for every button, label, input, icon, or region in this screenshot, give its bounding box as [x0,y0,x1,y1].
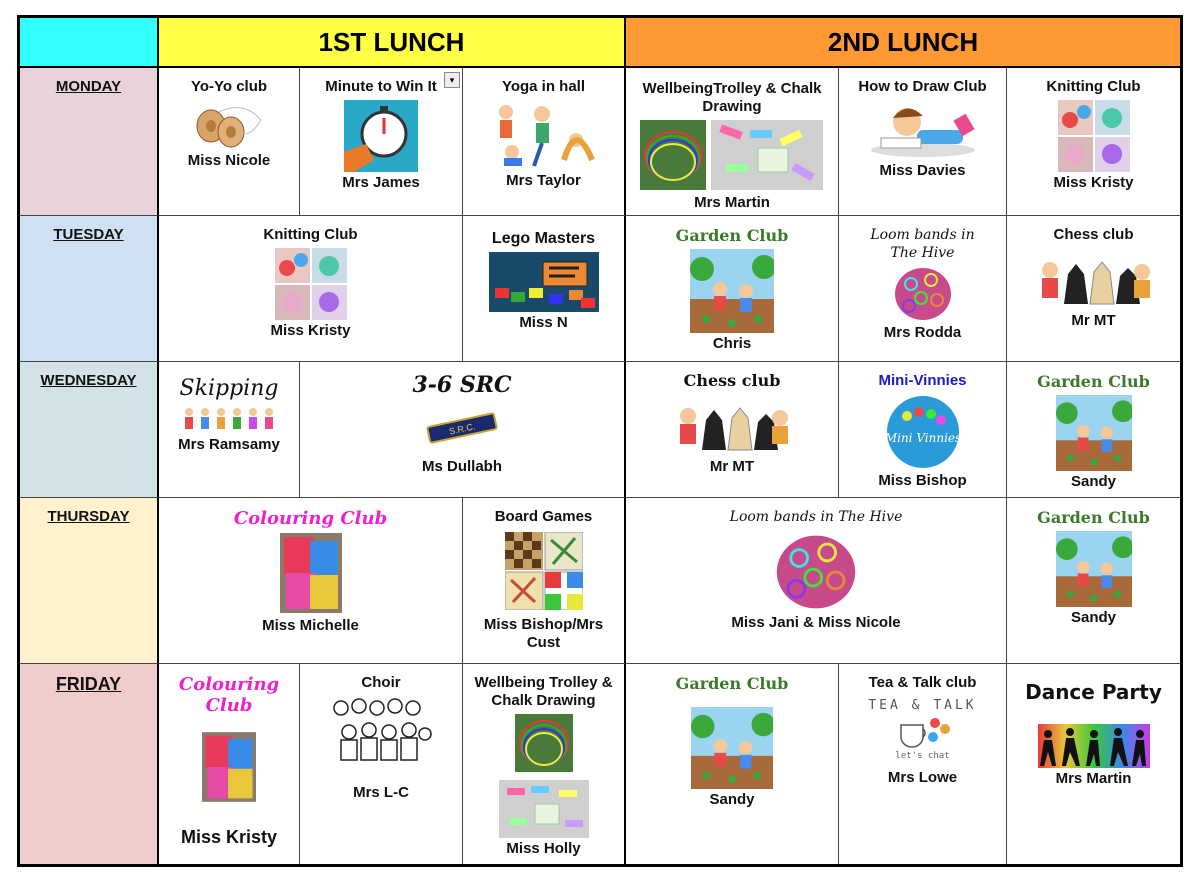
colouring-books-icon [280,533,342,613]
day-tuesday [20,216,159,362]
teacher-name: Miss Holly [506,840,581,857]
teacher-name: Miss Jani & Miss Nicole [731,614,901,631]
lunch1-header: 1ST LUNCH [159,18,626,68]
day-label: WEDNESDAY [40,372,137,389]
activity-cell[interactable] [463,498,626,664]
activity-title: Garden Club [675,674,789,693]
timetable [17,15,1183,867]
activity-cell[interactable] [626,68,839,216]
activity-cell[interactable] [1007,664,1180,864]
garden-icon [1056,531,1132,607]
day-monday [20,68,159,216]
activity-title: Colouring Club [178,674,280,716]
activity-cell[interactable] [1007,498,1180,664]
teacher-name: Miss Davies [879,162,966,179]
activity-cell[interactable] [463,216,626,362]
activity-title: Choir [361,674,401,691]
teacher-name: Mrs Taylor [506,172,581,189]
chess-kids-icon [1036,254,1152,310]
activity-cell[interactable] [1007,362,1180,498]
activity-cell[interactable] [1007,216,1180,362]
activity-title: Tea & Talk club [868,674,977,691]
teacher-name: Mrs Ramsamy [178,436,280,453]
activity-title: Lego Masters [491,230,596,247]
teacher-name: Miss Nicole [187,152,271,169]
day-label: TUESDAY [53,226,124,243]
activity-title: Garden Club [1037,508,1150,527]
activity-cell[interactable] [839,216,1007,362]
teacher-name: Mrs Martin [1055,770,1132,787]
activity-cell[interactable] [626,498,1007,664]
teacher-name: Sandy [709,791,755,808]
teacher-name: Mrs L-C [353,784,409,801]
lego-masters-icon [489,252,599,312]
activity-cell[interactable] [300,664,463,864]
activity-title: How to Draw Club [858,78,987,95]
tea-talk-logo-title: TEA & TALK [868,698,977,713]
activity-title: Board Games [494,508,593,525]
corner-cell [20,18,159,68]
day-label: THURSDAY [47,508,130,525]
garden-icon [690,249,774,333]
day-friday [20,664,159,864]
teacher-name: Miss Kristy [270,322,351,339]
garden-icon [691,707,773,789]
activity-cell[interactable] [159,68,300,216]
activity-title: Dance Party [1025,680,1162,704]
teacher-name: Miss Kristy [180,827,278,847]
skipping-kids-icon [181,406,277,434]
activity-cell[interactable] [1007,68,1180,216]
hoops-chalk-icon [499,714,589,838]
activity-cell[interactable] [159,216,463,362]
teacher-name: Mrs Lowe [887,769,958,786]
activity-title: Knitting Club [1046,78,1141,95]
activity-title: WellbeingTrolley & Chalk Drawing [642,80,822,115]
teacher-name: Mrs Rodda [883,324,962,341]
teacher-name: Miss Bishop/Mrs Cust [483,616,604,651]
activity-title: Chess club [1053,226,1134,243]
yoyo-icon [189,100,269,150]
teacher-name: Mrs James [342,174,420,191]
src-badge-icon [424,410,500,446]
board-games-icon [505,532,583,610]
teacher-name: Ms Dullabh [421,458,502,475]
dance-party-icon [1038,724,1150,768]
activity-title: Wellbeing Trolley & Chalk Drawing [474,674,613,709]
day-thursday [20,498,159,664]
activity-cell[interactable] [159,664,300,864]
teacup-icon [893,715,953,751]
activity-title: Loom bands in The Hive [870,227,975,261]
yoga-kids-icon [492,100,596,170]
teacher-name: Sandy [1070,473,1116,490]
drawing-girl-icon [867,100,979,160]
activity-cell[interactable] [626,216,839,362]
tea-talk-logo-sub: let's chat [895,751,950,761]
activity-title: Loom bands in The Hive [729,509,903,525]
stopwatch-icon [344,100,418,172]
hoops-chalk-icon [640,120,824,192]
activity-cell[interactable] [626,362,839,498]
activity-cell[interactable] [839,68,1007,216]
activity-title: Mini-Vinnies [878,372,967,389]
day-label: MONDAY [55,78,122,95]
garden-icon [1056,395,1132,471]
choir-icon [329,696,433,762]
activity-title: Knitting Club [263,226,358,243]
chess-kids-icon [674,400,790,456]
activity-title: Yo-Yo club [190,78,268,95]
tea-talk-icon [868,698,978,761]
teacher-name: Miss Bishop [878,472,967,489]
badge-text: S.R.C. [448,421,477,437]
teacher-name: Miss N [519,314,568,331]
activity-cell[interactable] [463,68,626,216]
teacher-name: Sandy [1070,609,1116,626]
activity-cell[interactable] [300,68,463,216]
teacher-name: Miss Michelle [262,617,359,634]
dropdown-arrow-icon[interactable]: ▾ [444,72,460,88]
day-label: FRIDAY [55,674,122,694]
activity-title: Minute to Win It [325,78,437,95]
activity-title: Colouring Club [233,508,388,529]
activity-title: Chess club [683,371,781,390]
activity-title: Skipping [179,376,279,401]
mini-vinnies-icon [885,394,961,470]
teacher-name: Chris [712,335,752,352]
activity-title: Garden Club [675,226,789,245]
activity-cell[interactable] [463,664,626,864]
day-wednesday [20,362,159,498]
activity-cell[interactable] [159,362,300,498]
logo-text: Mini Vinnies [884,431,961,445]
teacher-name: Mr MT [709,458,755,475]
activity-title: Yoga in hall [501,78,586,95]
activity-cell[interactable] [839,362,1007,498]
teacher-name: Mr MT [1071,312,1116,329]
activity-cell[interactable] [300,362,626,498]
activity-title: 3-6 SRC [412,372,512,398]
activity-title: Garden Club [1037,372,1150,391]
loom-bands-icon [893,266,953,322]
teacher-name: Miss Kristy [1053,174,1134,191]
activity-cell[interactable] [839,664,1007,864]
teacher-name: Mrs Martin [694,194,770,211]
activity-cell[interactable] [626,664,839,864]
activity-cell[interactable] [159,498,463,664]
knitting-icon [1058,100,1130,172]
knitting-icon [275,248,347,320]
colouring-books-icon [202,732,256,802]
loom-bands-icon [774,532,858,612]
lunch2-header: 2ND LUNCH [626,18,1180,68]
